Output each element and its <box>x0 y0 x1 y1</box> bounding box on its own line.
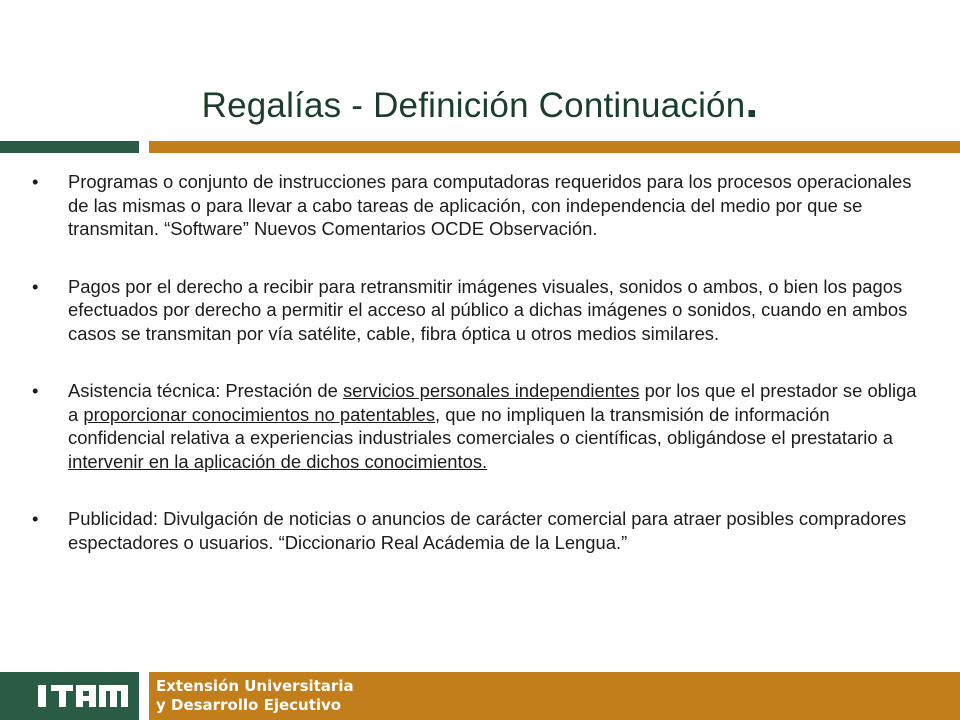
bullet-underlined-text: proporcionar conocimientos no patentables <box>83 403 436 425</box>
footer-bar <box>0 672 960 720</box>
org-name <box>156 677 354 715</box>
org-name-line2: y Desarrollo Ejecutivo <box>156 696 342 714</box>
bullet-marker: • <box>32 171 39 192</box>
bullet-text: , que no impliquen la transmisión de información confidencial relativa a experiencias industriales comerciales o científicas, obligándose el prestatario a <box>68 403 893 448</box>
slide-title <box>0 74 960 128</box>
org-name-line1: Extensión Universitaria <box>156 677 354 695</box>
bullet-marker: • <box>32 508 39 529</box>
bullet-underlined-text: intervenir en la aplicación de dichos conocimientos. <box>68 450 488 472</box>
bullet-item <box>0 275 960 346</box>
bullet-underlined-text: servicios personales independientes <box>342 380 640 401</box>
bullet-list <box>0 170 960 554</box>
bullet-text: Programas o conjunto de instrucciones para computadoras requeridos para los procesos operacionales de las mismas o para llevar a cabo tareas de aplicación, con independencia del medio por que se transmitan. “Software” Nuevos Comentarios OCDE Observación. <box>68 171 912 239</box>
itam-logo <box>0 672 139 720</box>
slide-title-period: . <box>745 75 759 127</box>
bullet-item <box>0 379 960 473</box>
bullet-marker: • <box>32 275 39 297</box>
bullet-item <box>0 507 960 554</box>
bullet-text: por los que el prestador se obliga a <box>68 380 917 425</box>
itam-logo-mark <box>0 672 139 720</box>
bullet-text: Asistencia técnica: Prestación de <box>68 380 343 401</box>
bullet-item <box>0 170 960 241</box>
slide-title-text: Regalías - Definición Continuación <box>201 86 746 125</box>
header-rule-green <box>0 141 139 153</box>
bullet-marker: • <box>32 380 39 401</box>
bullet-text: Publicidad: Divulgación de noticias o anuncios de carácter comercial para atraer posibles compradores espectadores o usuarios. “Diccionario Real Acádemia de la Lengua.” <box>68 508 907 553</box>
bullet-text: Pagos por el derecho a recibir para retransmitir imágenes visuales, sonidos o ambos, o bien los pagos efectuados por derecho a permitir el acceso al público a dichas imágenes o sonidos, cuando en ambos casos se transmitan por vía satélite, cable, fibra óptica u otros medios similares. <box>68 275 908 344</box>
header-rule-orange <box>149 141 960 153</box>
